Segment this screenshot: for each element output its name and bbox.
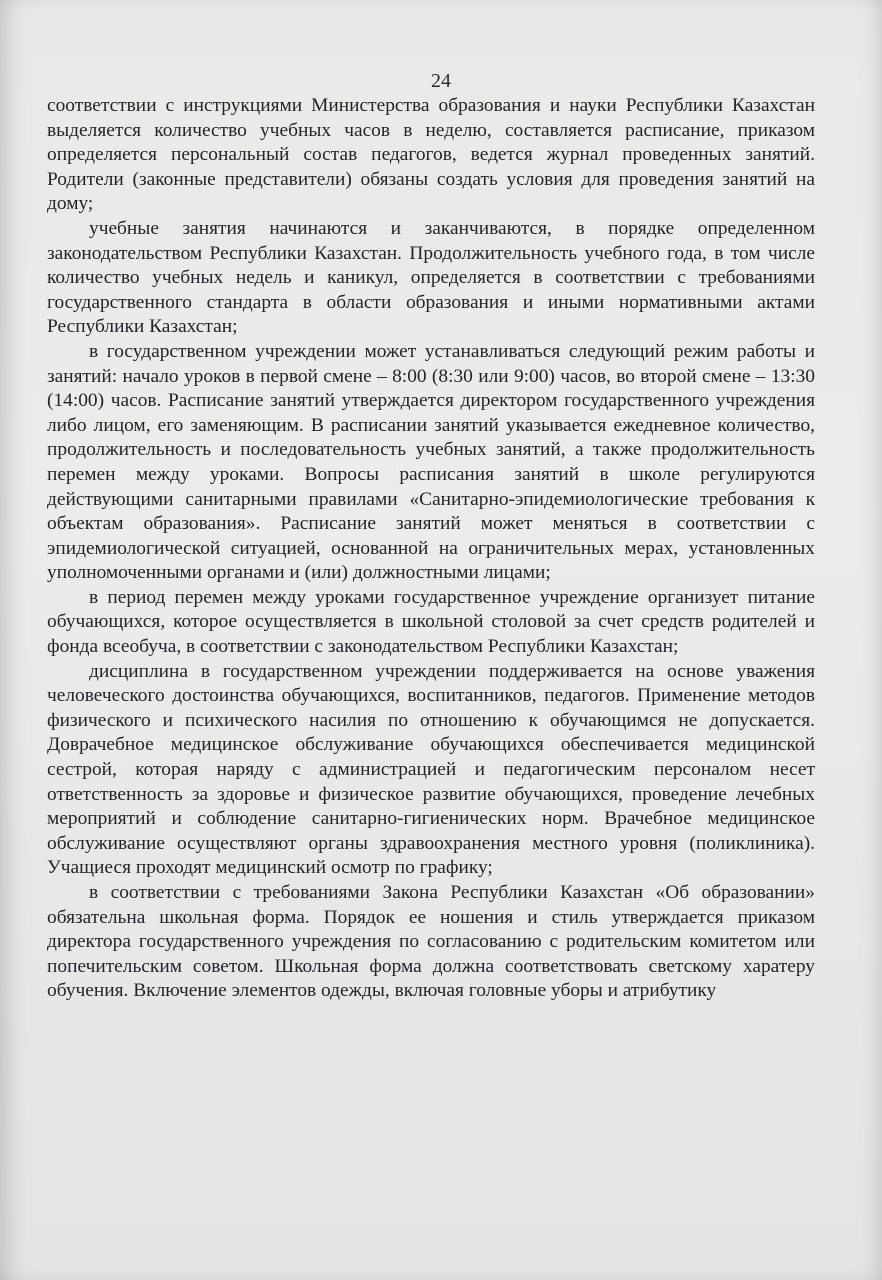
paragraph-4: в период перемен между уроками государственное учреждение организует питание обучающихся, которое осуществляется в школьной столовой за счет средств родителей и фонда всеобуча, в соответствии с законодательством Республики Казахстан; [47,586,815,658]
page-number: 24 [431,70,451,92]
document-body [47,94,815,1004]
paragraph-6: в соответствии с требованиями Закона Республики Казахстан «Об образовании» обязательна школьная форма. Порядок ее ношения и стиль утверждается приказом директора государственного учреждения по согласованию с родительским комитетом или попечительским советом. Школьная форма должна соответствовать светскому харатеру обучения. Включение элементов одежды, включая головные уборы и атрибутику [47,882,815,1002]
paragraph-2: учебные занятия начинаются и заканчиваются, в порядке определенном законодательством Республики Казахстан. Продолжительность учебного года, в том числе количество учебных недель и каникул, определяется в соответствии с требованиями государственного стандарта в области образования и иными нормативными актами Республики Казахстан; [47,217,815,338]
paragraph-5: дисциплина в государственном учреждении поддерживается на основе уважения человеческого достоинства обучающихся, воспитанников, педагогов. Применение методов физического и психического насилия по отношению к обучающимся не допускается. Доврачебное медицинское обслуживание обучающихся обеспечивается медицинской сестрой, которая наряду с администрацией и педагогическим персоналом несет ответственность за здоровье и физическое развитие обучающихся, проведение лечебных мероприятий и соблюдение санитарно-гигиенических норм. Врачебное медицинское обслуживание осуществляют органы здравоохранения местного уровня (поликлиника). Учащиеся проходят медицинский осмотр по графику; [47,660,815,879]
paragraph-1: соответствии с инструкциями Министерства образования и науки Республики Казахстан выделяется количество учебных часов в неделю, составляется расписание, приказом определяется персональный состав педагогов, ведется журнал проведенных занятий. Родители (законные представители) обязаны создать условия для проведения занятий на дому; [47,95,815,215]
paragraph-3: в государственном учреждении может устанавливаться следующий режим работы и занятий: начало уроков в первой смене – 8:00 (8:30 или 9:00) часов, во второй смене – 13:30 (14:00) часов. Расписание занятий утверждается директором государственного учреждения либо лицом, его заменяющим. В расписании занятий указывается ежедневное количество, продолжительность и последовательность учебных занятий, а также продолжительность перемен между уроками. Вопросы расписания занятий в школе регулируются действующими санитарными правилами «Санитарно-эпидемиологические требования к объектам образования». Расписание занятий может меняться в соответствии с эпидемиологической ситуацией, основанной на ограничительных мерах, установленных уполномоченными органами и (или) должностными лицами; [47,340,815,584]
